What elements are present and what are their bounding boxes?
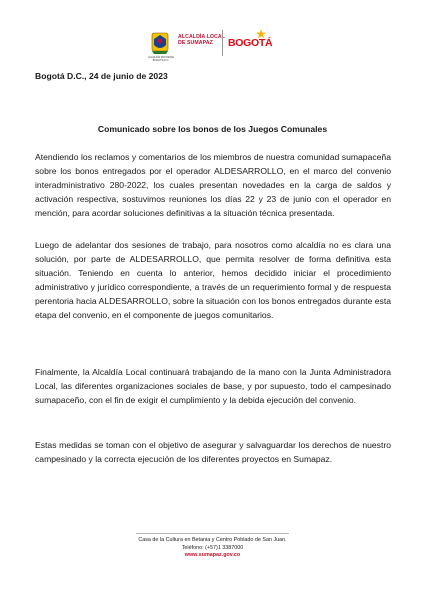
alcaldia-line-2: DE SUMAPAZ — [178, 40, 213, 47]
paragraph-4: Estas medidas se toman con el objetivo de asegurar y salvaguardar los derechos de nuestro campesinado y la correcta ejecución de los diferentes proyectos en Sumapaz. — [35, 440, 391, 465]
seal-caption: ALCALDÍA MAYOR DE BOGOTÁ D.C. — [148, 56, 174, 62]
footer-address: Casa de la Cultura en Betania y Centro Poblado de San Juan. — [138, 537, 287, 543]
header-divider — [222, 30, 223, 56]
letter-title: Comunicado sobre los bonos de los Juegos Comunales — [97, 124, 328, 134]
bogota-logo: BOGOTÁ — [228, 37, 273, 49]
footer-phone: Teléfono: (+57)1 3387000 — [181, 544, 244, 551]
letterhead — [0, 26, 425, 60]
footer-website-link[interactable]: www.sumapaz.gov.co — [184, 552, 241, 559]
star-icon — [256, 29, 266, 39]
paragraph-3: Finalmente, la Alcaldía Local continuará trabajando de la mano con la Junta Administradora Local, las diferentes organizaciones sociales de base, y por supuesto, todo el campesinado sumapaceño, con el fin de exigir el cumplimiento y la debida ejecución del convenio. — [35, 367, 391, 406]
paragraph-2: Luego de adelantar dos sesiones de trabajo, para nosotros como alcaldía no es clara una solución, por parte de ALDESARROLLO, que permita resolver de forma definitiva esta situación. Teniendo en cuenta lo anterior, hemos decidido iniciar el procedimiento administrativo y jurídico correspondiente, a través de un requerimiento formal y de respuesta perentoria hacia ALDESARROLLO, sobre la situación con los bonos entregados durante esta etapa del convenio, en el componente de juegos comunitarios. — [35, 240, 391, 321]
bogota-coat-of-arms-icon — [148, 30, 172, 56]
footer — [0, 537, 425, 560]
alcaldia-local-label — [178, 34, 225, 46]
letter-date: Bogotá D.C., 24 de junio de 2023 — [35, 71, 168, 81]
alcaldia-line-1: ALCALDÍA LOCAL — [178, 34, 226, 40]
footer-divider — [136, 533, 289, 534]
paragraph-1: Atendiendo los reclamos y comentarios de los miembros de nuestra comunidad sumapaceña sobre los bonos entregados por el operador ALDESARROLLO, en el marco del convenio interadministrativo 280-2022, los cuales presentan novedades en la carga de saldos y activación respectiva, sostuvimos reuniones los días 22 y 23 de junio con el operador en mención, para acordar soluciones definitivas a la situación técnica presentada. — [35, 152, 391, 219]
